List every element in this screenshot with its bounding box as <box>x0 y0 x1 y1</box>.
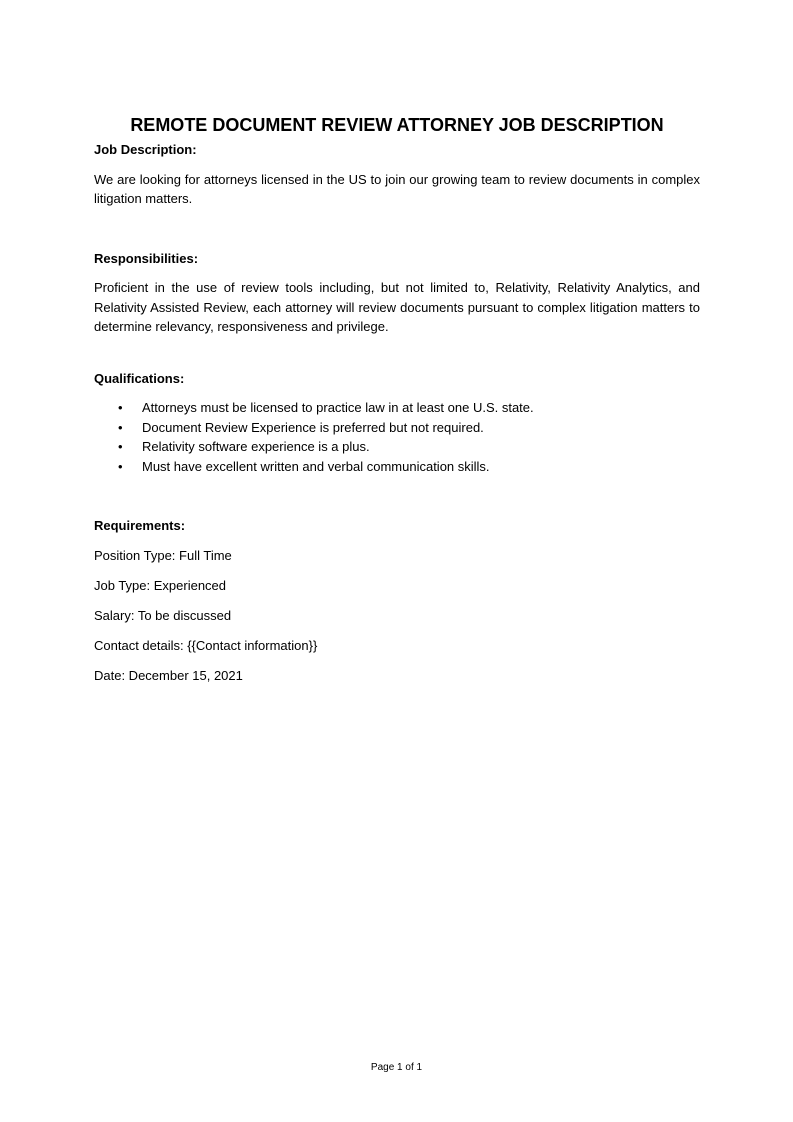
qualification-text: Relativity software experience is a plus. <box>142 439 370 454</box>
bullet-icon: • <box>118 400 123 415</box>
document-date: Date: December 15, 2021 <box>94 668 243 683</box>
position-type: Position Type: Full Time <box>94 548 232 563</box>
qualification-text: Attorneys must be licensed to practice law in at least one U.S. state. <box>142 400 534 415</box>
list-item <box>94 418 700 438</box>
responsibilities-heading: Responsibilities: <box>94 250 199 266</box>
responsibilities-text: Proficient in the use of review tools including, but not limited to, Relativity, Relativity Analytics, and Relativity Assisted Review, each attorney will review documents pursuant to complex litigation matters to determine relevancy, responsiveness and privilege. <box>94 280 700 334</box>
salary: Salary: To be discussed <box>94 608 232 623</box>
job-type: Job Type: Experienced <box>94 578 227 593</box>
document-title: REMOTE DOCUMENT REVIEW ATTORNEY JOB DESCRIPTION <box>130 115 664 135</box>
qualification-text: Document Review Experience is preferred but not required. <box>142 419 484 435</box>
bullet-icon: • <box>118 439 123 454</box>
job-description-heading: Job Description: <box>94 142 197 157</box>
contact-details: Contact details: {{Contact information}} <box>94 638 318 653</box>
bullet-icon: • <box>118 458 123 474</box>
bullet-icon: • <box>118 419 123 435</box>
qualification-text: Must have excellent written and verbal communication skills. <box>142 458 490 474</box>
list-item <box>94 437 700 457</box>
document-body <box>94 114 700 696</box>
page-number-footer: Page 1 of 1 <box>370 1062 423 1073</box>
requirements-heading: Requirements: <box>94 518 186 533</box>
list-item <box>94 398 700 418</box>
list-item <box>94 457 700 477</box>
qualifications-list <box>94 398 700 476</box>
job-description-text: We are looking for attorneys licensed in the US to join our growing team to review documents in complex litigation matters. <box>94 171 700 206</box>
qualifications-heading: Qualifications: <box>94 370 185 386</box>
